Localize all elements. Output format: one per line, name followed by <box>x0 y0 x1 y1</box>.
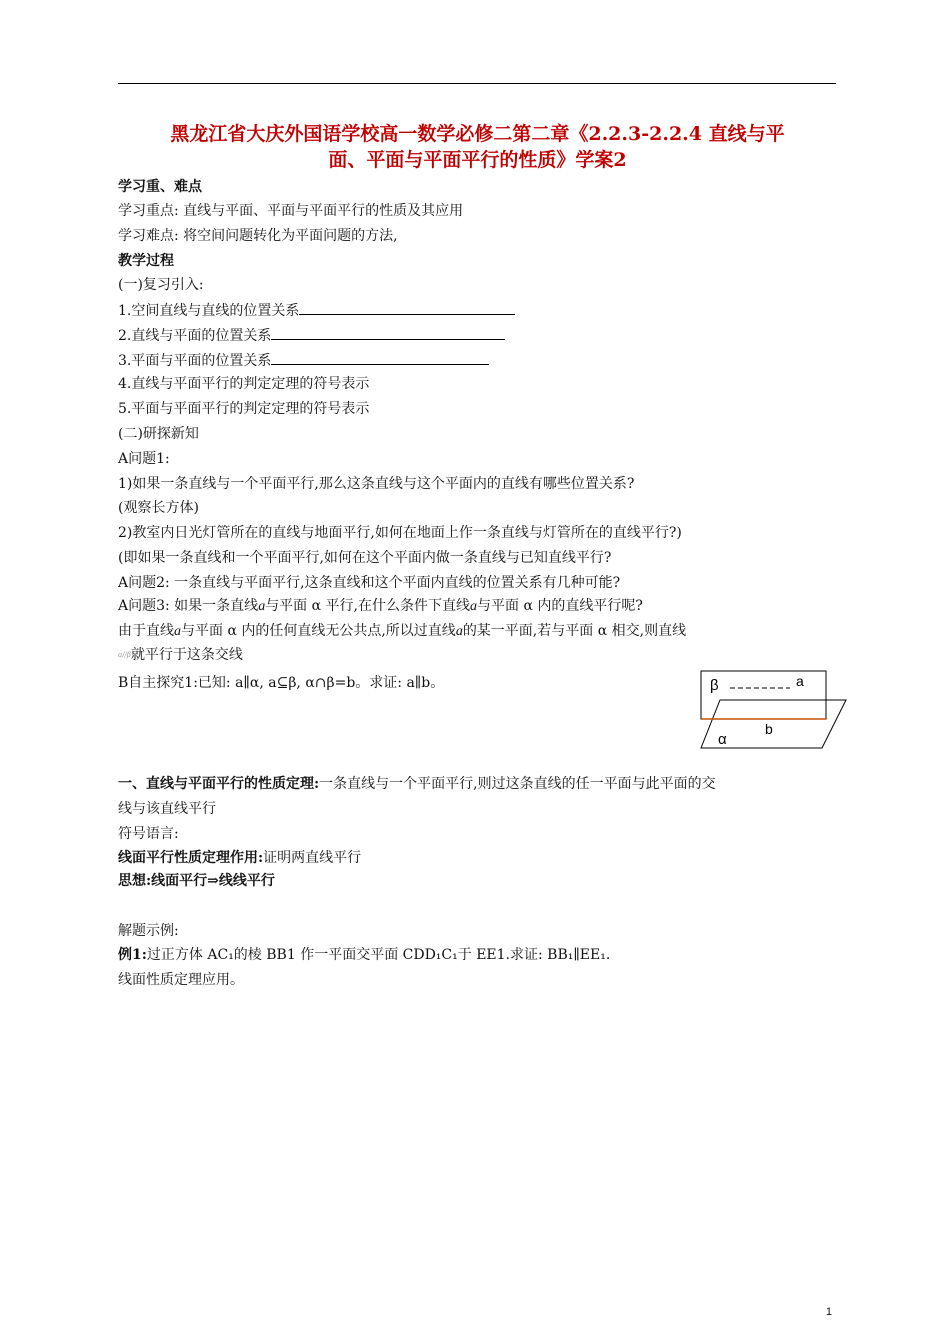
example-intro: 解题示例: <box>118 923 179 939</box>
line-a-symbol: a <box>258 599 266 614</box>
focus-label: 学习重点: <box>118 203 179 219</box>
example-1-text: 过正方体 AC₁的棱 BB1 作一平面交平面 CDD₁C₁于 EE1.求证: BB₁∥EE₁. <box>146 947 611 963</box>
theorem-label: 一、直线与平面平行的性质定理: <box>118 776 320 792</box>
focus-line <box>118 201 463 221</box>
question-1-hint: (观察长方体) <box>118 500 199 516</box>
question-1-part-2: 2)教室内日光灯管所在的直线与地面平行,如何在地面上作一条直线与灯管所在的直线平行?) <box>118 525 682 541</box>
review-question-3 <box>118 350 489 371</box>
example-1 <box>118 945 610 965</box>
question-1-part-1: 1)如果一条直线与一个平面平行,那么这条直线与这个平面内的直线有哪些位置关系? <box>118 476 635 492</box>
example-1-note: 线面性质定理应用。 <box>118 972 244 988</box>
page-number: 1 <box>825 1306 832 1318</box>
a-question-3-pre: A问题3: 如果一条直线 <box>118 598 259 614</box>
explore-heading: (二)研探新知 <box>118 426 199 442</box>
reasoning-post: 的某一平面,若与平面 α 相交,则直线 <box>462 623 687 639</box>
a-label: a <box>796 673 804 689</box>
reasoning-pre: 由于直线 <box>118 623 174 639</box>
review-question-3-text: 3.平面与平面的位置关系 <box>118 353 272 369</box>
theorem-line-1 <box>118 774 716 794</box>
a-question-2: A问题2: 一条直线与平面平行,这条直线和这个平面内直线的位置关系有几种可能? <box>118 575 621 591</box>
review-question-5: 5.平面与平面平行的判定定理的符号表示 <box>118 401 370 417</box>
review-question-2-text: 2.直线与平面的位置关系 <box>118 328 272 344</box>
line-a-symbol: a <box>174 624 181 639</box>
question-1-part-2-hint: (即如果一条直线和一个平面平行,如何在这个平面内做一条直线与已知直线平行? <box>118 550 612 566</box>
theorem-use <box>118 848 361 868</box>
theorem-text: 一条直线与一个平面平行,则过这条直线的任一平面与此平面的交 <box>319 776 716 792</box>
key-points-heading: 学习重、难点 <box>118 179 202 195</box>
review-heading: (一)复习引入: <box>118 277 204 293</box>
reasoning-line-1 <box>118 621 686 642</box>
theorem-line-2: 线与该直线平行 <box>118 801 216 817</box>
theorem-use-label: 线面平行性质定理作用: <box>118 850 264 866</box>
beta-label: β <box>710 677 719 694</box>
difficulty-label: 学习难点: <box>118 228 179 244</box>
idea-line: 思想:线面平行⇒线线平行 <box>118 873 275 889</box>
review-question-2 <box>118 325 505 346</box>
teaching-process-heading: 教学过程 <box>118 253 174 269</box>
reasoning-small-note: a//β <box>118 651 131 659</box>
reasoning-line-2 <box>118 645 243 665</box>
a-question-3 <box>118 596 643 617</box>
a-question-3-mid: 与平面 α 平行,在什么条件下直线 <box>265 598 470 614</box>
example-1-label: 例1: <box>118 947 147 963</box>
a-question-3-post: 与平面 α 内的直线平行呢? <box>477 598 643 614</box>
answer-blank-1[interactable] <box>299 300 515 315</box>
answer-blank-3[interactable] <box>271 350 489 365</box>
difficulty-text: 将空间问题转化为平面问题的方法, <box>183 228 398 244</box>
reasoning-mid: 与平面 α 内的任何直线无公共点,所以过直线 <box>181 623 456 639</box>
a-question-1-label: A问题1: <box>118 451 170 467</box>
line-a-symbol: a <box>470 599 477 614</box>
header-rule <box>118 83 836 84</box>
focus-text: 直线与平面、平面与平面平行的性质及其应用 <box>183 203 464 219</box>
answer-blank-2[interactable] <box>271 325 505 340</box>
review-question-4: 4.直线与平面平行的判定定理的符号表示 <box>118 376 370 392</box>
theorem-use-text: 证明两直线平行 <box>263 850 362 866</box>
document-title-line2: 面、平面与平面平行的性质》学案2 <box>328 149 627 171</box>
plane-beta-outline <box>701 671 826 719</box>
difficulty-line <box>118 226 398 246</box>
plane-intersection-figure <box>698 668 848 754</box>
b-label: b <box>765 721 773 737</box>
reasoning-conclusion: 就平行于这条交线 <box>130 647 243 663</box>
document-title-line1: 黑龙江省大庆外国语学校高一数学必修二第二章《2.2.3-2.2.4 直线与平 <box>170 123 785 145</box>
line-a-symbol: a <box>455 624 463 639</box>
symbol-language: 符号语言: <box>118 826 179 842</box>
review-question-1 <box>118 300 515 321</box>
b-exploration-1: B自主探究1:已知: a∥α, a⊆β, α∩β=b。求证: a∥b。 <box>118 675 445 691</box>
review-question-1-text: 1.空间直线与直线的位置关系 <box>118 303 300 319</box>
alpha-label: α <box>718 731 727 748</box>
